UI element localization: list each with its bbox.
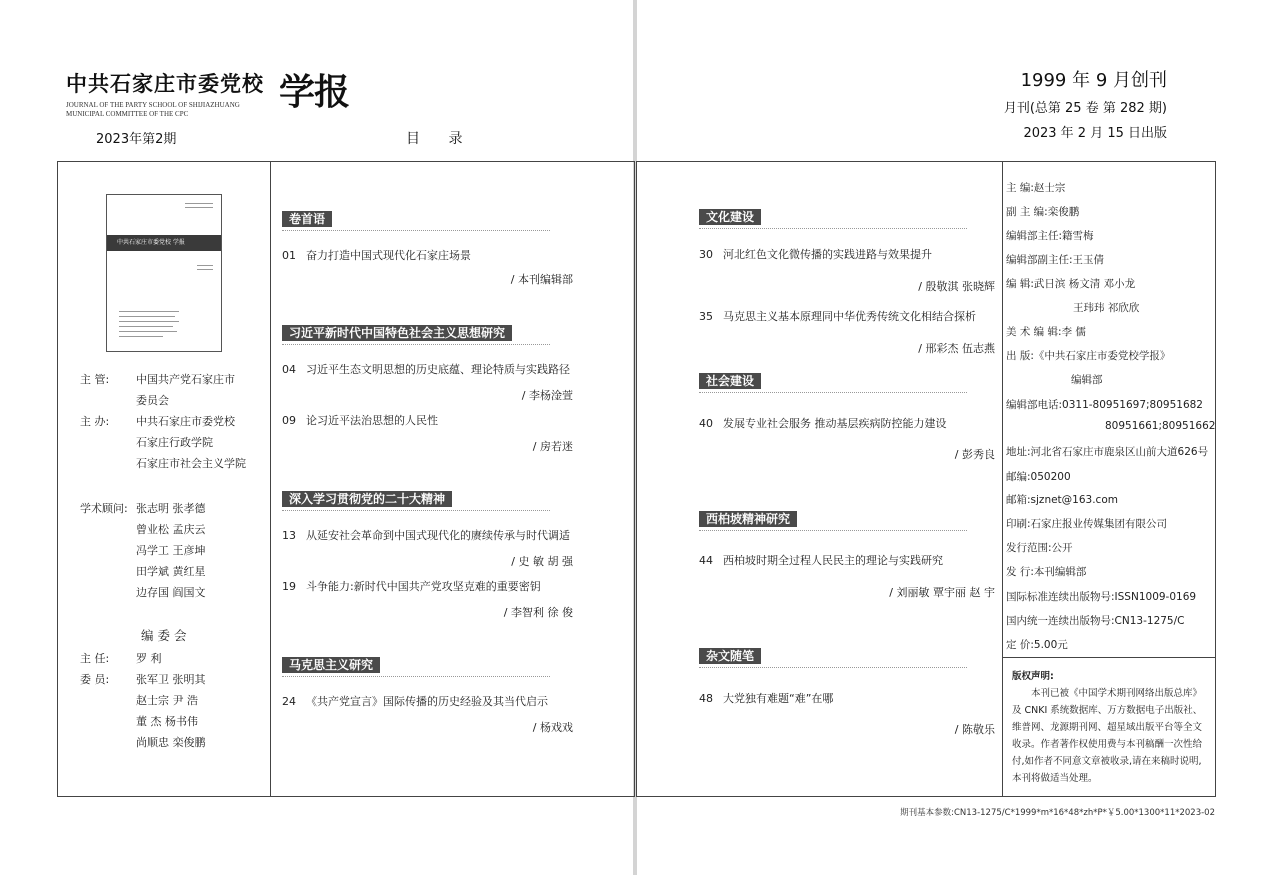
editorial-value: 栾俊鹏: [1047, 206, 1080, 218]
editorial-line: [1006, 589, 1196, 604]
section-heading: 文化建设: [699, 209, 761, 225]
article-title[interactable]: [282, 412, 438, 428]
editorial-line: [1073, 300, 1139, 315]
article-author: / 史 敏 胡 强: [511, 555, 573, 568]
editorial-label: 发 行:: [1006, 566, 1034, 578]
advisors-label: 学术顾问:: [80, 502, 128, 515]
advisors-block: [80, 498, 206, 603]
cover-thumbnail: [106, 194, 222, 352]
article-title-text: 习近平生态文明思想的历史底蕴、理论特质与实践路径: [306, 363, 570, 376]
editorial-value: 石家庄报业传媒集团有限公司: [1030, 518, 1168, 530]
toc-title: 目 录: [406, 131, 475, 147]
editorial-value: 李 儒: [1061, 326, 1086, 338]
article-title-text: 大党独有难题“难”在哪: [723, 692, 834, 705]
section-rule: [699, 392, 967, 393]
section-heading: 西柏坡精神研究: [699, 511, 797, 527]
editorial-value: 公开: [1051, 542, 1073, 554]
article-title[interactable]: [699, 308, 976, 324]
editorial-value: 王玮玮 祁欣欣: [1073, 302, 1140, 314]
host-line2: 石家庄行政学院: [136, 436, 213, 449]
article-title[interactable]: [282, 361, 570, 377]
editorial-label: 邮箱:: [1006, 494, 1031, 506]
article-author: / 杨戏戏: [532, 721, 573, 734]
section-heading: 习近平新时代中国特色社会主义思想研究: [282, 325, 512, 341]
editorial-value: 本刊编辑部: [1033, 566, 1087, 578]
cover-band: 中共石家庄市委党校 学报: [107, 235, 221, 251]
article-title-text: 河北红色文化微传播的实践进路与效果提升: [723, 248, 932, 261]
editorial-value: 050200: [1030, 471, 1071, 483]
right-column-divider: [1002, 161, 1003, 797]
editorial-line: [1006, 613, 1184, 628]
advisors-line1: 张志明 张孝德: [136, 502, 206, 515]
editorial-line: [1006, 444, 1208, 459]
editorial-label: 邮编:: [1006, 471, 1031, 483]
journal-name-en-line1: JOURNAL OF THE PARTY SCHOOL OF SHIJIAZHUANG: [66, 101, 240, 109]
editorial-label: 地址:: [1006, 446, 1031, 458]
article-author: / 李杨淦萱: [521, 389, 573, 402]
supervisor-line1: 中国共产党石家庄市: [136, 373, 235, 386]
advisors-line5: 边存国 阎国文: [136, 586, 206, 599]
editorial-line: [1006, 564, 1086, 579]
article-author: / 殷敬淇 张晓辉: [918, 280, 995, 293]
editorial-value: ISSN1009-0169: [1114, 591, 1197, 603]
editorial-label: 副 主 编:: [1006, 206, 1048, 218]
editorial-line: [1006, 492, 1118, 507]
journal-name-cn: 中共石家庄市委党校: [66, 71, 264, 96]
editorial-label: 编辑部副主任:: [1006, 254, 1073, 266]
committee-members-line1: 张军卫 张明其: [136, 673, 206, 686]
editorial-line: [1006, 540, 1073, 555]
committee-block: [80, 648, 206, 753]
editorial-value: sjznet@163.com: [1030, 494, 1118, 506]
editorial-label: 编 辑:: [1006, 278, 1034, 290]
article-title-text: 从延安社会革命到中国式现代化的赓续传承与时代调适: [306, 529, 570, 542]
article-page: 19: [282, 580, 296, 593]
section-heading: 社会建设: [699, 373, 761, 389]
copyright-body: 本刊已被《中国学术期刊网络出版总库》及 CNKI 系统数据库、万方数据电子出版社、维普网、龙源期刊网、超星域出版平台等全文收录。作者著作权使用费与本刊稿酬一次性给付,如作者不同意文章被收录,请在来稿时说明,本刊将做适当处理。: [1012, 688, 1203, 784]
editorial-line: [1006, 348, 1170, 363]
article-author: / 刘丽敏 覃宇丽 赵 宇: [889, 586, 995, 599]
editorial-label: 编辑部主任:: [1006, 230, 1063, 242]
committee-members-line2: 赵士宗 尹 浩: [136, 694, 198, 707]
article-title-text: 马克思主义基本原理同中华优秀传统文化相结合探析: [723, 310, 976, 323]
section-heading: 杂文随笔: [699, 648, 761, 664]
editorial-value: 80951661;80951662: [1105, 420, 1216, 432]
editorial-label: 国内统一连续出版物号:: [1006, 615, 1115, 627]
host-label: 主 办:: [80, 415, 110, 428]
editorial-value: 0311-80951697;80951682: [1062, 399, 1203, 411]
left-column-divider: [270, 161, 271, 797]
host-line1: 中共石家庄市委党校: [136, 415, 235, 428]
editorial-label: 印刷:: [1006, 518, 1031, 530]
section-rule: [282, 676, 550, 677]
article-page: 04: [282, 363, 296, 376]
founded-date: 1999 年 9 月创刊: [1020, 70, 1167, 91]
editorial-line: [1006, 180, 1065, 195]
article-title-text: 发展专业社会服务 推动基层疾病防控能力建设: [723, 417, 947, 430]
editorial-value: 武日滨 杨文清 邓小龙: [1033, 278, 1136, 290]
editorial-line: [1006, 276, 1135, 291]
article-page: 35: [699, 310, 713, 323]
article-page: 40: [699, 417, 713, 430]
article-title[interactable]: [699, 246, 932, 262]
supervisor-label: 主 管:: [80, 373, 110, 386]
editorial-label: 主 编:: [1006, 182, 1034, 194]
section-rule: [282, 230, 550, 231]
editorial-value: 5.00元: [1033, 639, 1068, 651]
committee-director: 罗 利: [136, 652, 162, 665]
journal-name-en-line2: MUNICIPAL COMMITTEE OF THE CPC: [66, 110, 189, 118]
issue-number: 2023年第2期: [96, 132, 177, 147]
editorial-value: 河北省石家庄市鹿泉区山前大道626号: [1030, 446, 1209, 458]
section-rule: [699, 530, 967, 531]
article-author: / 本刊编辑部: [510, 273, 573, 286]
section-rule: [699, 228, 967, 229]
supervisor-line2: 委员会: [136, 394, 169, 407]
section-heading: 卷首语: [282, 211, 332, 227]
editorial-line: [1071, 372, 1103, 387]
editorial-value: 编辑部: [1071, 374, 1103, 386]
copyright-divider: [1002, 657, 1216, 658]
editorial-label: 美 术 编 辑:: [1006, 326, 1062, 338]
editorial-value: 王玉倩: [1072, 254, 1105, 266]
article-title[interactable]: [282, 693, 548, 709]
article-title-text: 西柏坡时期全过程人民民主的理论与实践研究: [723, 554, 943, 567]
article-title[interactable]: [699, 690, 833, 706]
editorial-value: 《中共石家庄市委党校学报》: [1033, 350, 1171, 362]
committee-director-label: 主 任:: [80, 652, 110, 665]
editorial-line: [1006, 516, 1167, 531]
editorial-label: 国际标准连续出版物号:: [1006, 591, 1115, 603]
editorial-value: 籍雪梅: [1062, 230, 1094, 242]
article-page: 44: [699, 554, 713, 567]
journal-parameters: 期刊基本参数:CN13-1275/C*1999*m*16*48*zh*P*￥5.00*1300*11*2023-02: [900, 808, 1215, 818]
committee-members-label: 委 员:: [80, 673, 110, 686]
article-title[interactable]: [699, 415, 947, 431]
editorial-line: [1006, 637, 1068, 652]
article-author: / 彭秀良: [954, 448, 995, 461]
editorial-line: [1006, 397, 1203, 412]
article-page: 01: [282, 249, 296, 262]
section-rule: [699, 667, 967, 668]
committee-title: 编 委 会: [141, 628, 187, 643]
article-title-text: 斗争能力:新时代中国共产党攻坚克难的重要密钥: [306, 580, 541, 593]
article-page: 09: [282, 414, 296, 427]
advisors-line3: 冯学工 王彦坤: [136, 544, 206, 557]
editorial-label: 定 价:: [1006, 639, 1034, 651]
committee-members-line4: 尚顺忠 栾俊鹏: [136, 736, 206, 749]
editorial-value: CN13-1275/C: [1114, 615, 1185, 627]
article-title-text: 奋力打造中国式现代化石家庄场景: [306, 249, 471, 262]
section-rule: [282, 344, 550, 345]
article-title[interactable]: [282, 247, 471, 263]
section-heading: 马克思主义研究: [282, 657, 380, 673]
editorial-line: [1006, 469, 1071, 484]
article-page: 13: [282, 529, 296, 542]
article-page: 48: [699, 692, 713, 705]
journal-name-xuebao: 学报: [279, 72, 350, 113]
article-page: 24: [282, 695, 296, 708]
article-page: 30: [699, 248, 713, 261]
editorial-line: [1006, 252, 1104, 267]
section-rule: [282, 510, 550, 511]
editorial-line: [1105, 420, 1215, 432]
editorial-value: 赵士宗: [1033, 182, 1066, 194]
editorial-label: 发行范围:: [1006, 542, 1052, 554]
copyright-notice: [1012, 668, 1208, 787]
editorial-label: 编辑部电话:: [1006, 399, 1063, 411]
frequency-volume: 月刊(总第 25 卷 第 282 期): [1003, 101, 1167, 116]
editorial-label: 出 版:: [1006, 350, 1034, 362]
section-heading: 深入学习贯彻党的二十大精神: [282, 491, 452, 507]
journal-name-en: [66, 101, 276, 119]
article-title[interactable]: [699, 552, 943, 568]
editorial-line: [1006, 204, 1079, 219]
host-line3: 石家庄市社会主义学院: [136, 457, 246, 470]
article-title-text: 《共产党宣言》国际传播的历史经验及其当代启示: [306, 695, 548, 708]
article-author: / 房若迷: [532, 440, 573, 453]
article-author: / 陈敬乐: [954, 723, 995, 736]
article-author: / 李智利 徐 俊: [503, 606, 573, 619]
supervisor-block: [80, 369, 246, 474]
article-author: / 邢彩杰 伍志燕: [918, 342, 995, 355]
editorial-line: [1006, 228, 1094, 243]
editorial-line: [1006, 324, 1086, 339]
article-title[interactable]: [282, 527, 570, 543]
committee-members-line3: 董 杰 杨书伟: [136, 715, 198, 728]
article-title[interactable]: [282, 578, 541, 594]
publish-date: 2023 年 2 月 15 日出版: [1023, 126, 1167, 141]
copyright-heading: 版权声明:: [1012, 671, 1054, 682]
advisors-line2: 曾业松 孟庆云: [136, 523, 206, 536]
article-title-text: 论习近平法治思想的人民性: [306, 414, 438, 427]
advisors-line4: 田学斌 黄红星: [136, 565, 206, 578]
